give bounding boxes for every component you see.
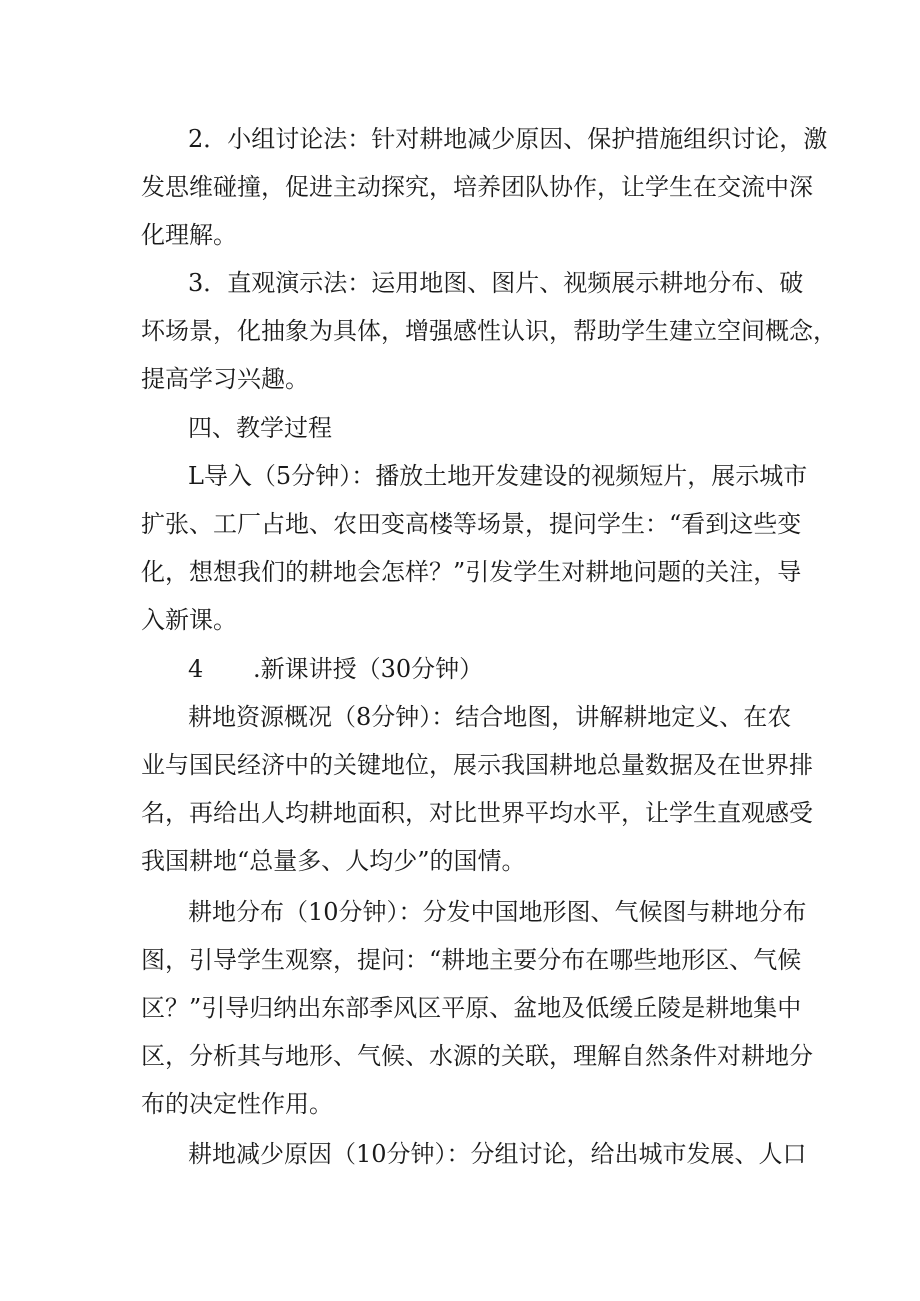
paragraph-2-line-2: 发思维碰撞，促进主动探究，培养团队协作，让学生在交流中深	[141, 173, 813, 201]
intro-line-2: 扩张、工厂占地、农田变高楼等场景，提问学生：“看到这些变	[141, 510, 802, 538]
paragraph-2-line-1: 2．小组讨论法：针对耕地减少原因、保护措施组织讨论，激	[188, 125, 828, 153]
distribution-line-4: 区，分析其与地形、气候、水源的关联，理解自然条件对耕地分	[141, 1042, 813, 1070]
distribution-line-2: 图，引导学生观察，提问：“耕地主要分布在哪些地形区、气候	[141, 946, 802, 974]
paragraph-3-line-3: 提高学习兴趣。	[141, 365, 309, 393]
overview-line-4: 我国耕地“总量多、人均少”的国情。	[141, 847, 526, 875]
overview-line-2: 业与国民经济中的关键地位，展示我国耕地总量数据及在世界排	[141, 751, 813, 779]
intro-line-4: 入新课。	[141, 606, 237, 634]
paragraph-3-line-2: 坏场景，化抽象为具体，增强感性认识，帮助学生建立空间概念，	[141, 317, 837, 345]
distribution-line-3: 区？”引导归纳出东部季风区平原、盆地及低缓丘陵是耕地集中	[141, 994, 802, 1022]
distribution-line-1: 耕地分布（10分钟）：分发中国地形图、气候图与耕地分布	[188, 898, 807, 926]
section-heading-teaching-process: 四、教学过程	[188, 414, 332, 442]
intro-line-3: 化，想想我们的耕地会怎样？”引发学生对耕地问题的关注，导	[141, 558, 802, 586]
distribution-line-5: 布的决定性作用。	[141, 1090, 333, 1118]
paragraph-2-line-3: 化理解。	[141, 221, 237, 249]
intro-line-1: L导入（5分钟）：播放土地开发建设的视频短片，展示城市	[188, 462, 808, 490]
new-lesson-number: 4	[188, 655, 204, 683]
reduction-line-1: 耕地减少原因（10分钟）：分组讨论，给出城市发展、人口	[188, 1140, 807, 1168]
new-lesson-heading: .新课讲授（30分钟）	[253, 655, 484, 683]
overview-line-3: 名，再给出人均耕地面积，对比世界平均水平，让学生直观感受	[141, 799, 813, 827]
overview-line-1: 耕地资源概况（8分钟）：结合地图，讲解耕地定义、在农	[188, 703, 792, 731]
paragraph-3-line-1: 3．直观演示法：运用地图、图片、视频展示耕地分布、破	[188, 269, 804, 297]
